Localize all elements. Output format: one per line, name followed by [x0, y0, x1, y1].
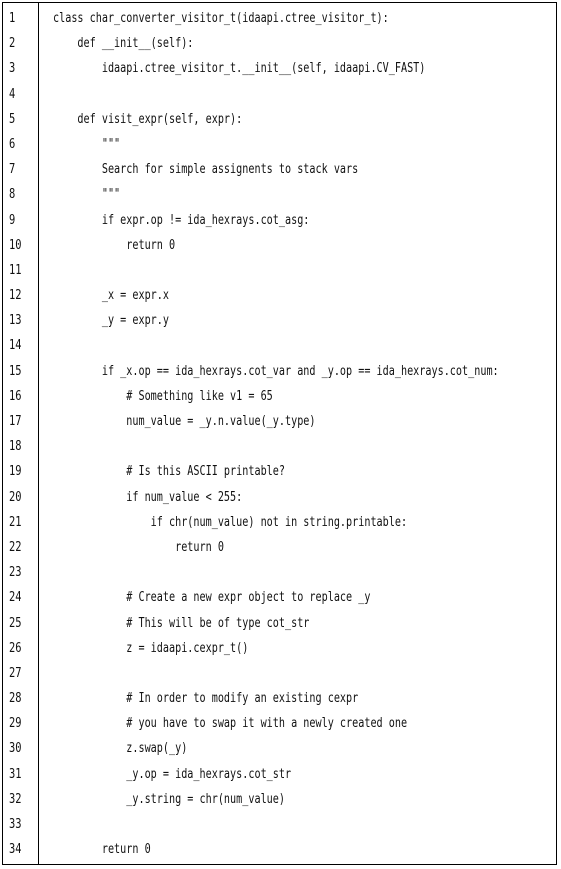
code-line — [3, 308, 556, 333]
code-line — [3, 333, 556, 358]
line-number: 6 — [9, 136, 16, 152]
line-code: _y = expr.y — [53, 313, 170, 329]
line-number: 29 — [9, 716, 22, 732]
code-line — [3, 258, 556, 283]
line-number: 3 — [9, 61, 16, 77]
code-line — [3, 787, 556, 812]
line-number: 19 — [9, 464, 22, 480]
line-number: 30 — [9, 741, 22, 757]
line-code: def visit_expr(self, expr): — [53, 111, 243, 127]
code-line — [3, 686, 556, 711]
line-number: 9 — [9, 212, 16, 228]
line-number: 10 — [9, 237, 22, 253]
code-line — [3, 560, 556, 585]
line-code: # Is this ASCII printable? — [53, 464, 285, 480]
line-number: 28 — [9, 691, 22, 707]
line-code: return 0 — [53, 842, 151, 858]
line-code: def __init__(self): — [53, 36, 194, 52]
line-number: 33 — [9, 817, 22, 832]
code-line — [3, 636, 556, 661]
line-code: # you have to swap it with a newly created one — [53, 716, 408, 732]
code-listing — [2, 2, 557, 865]
line-number: 7 — [9, 162, 16, 178]
code-line — [3, 585, 556, 610]
code-line — [3, 762, 556, 787]
line-code: num_value = _y.n.value(_y.type) — [53, 414, 316, 429]
line-number: 25 — [9, 615, 22, 631]
code-lines — [3, 6, 556, 862]
code-line — [3, 31, 556, 56]
code-line — [3, 812, 556, 837]
line-number: 15 — [9, 363, 22, 379]
code-line — [3, 510, 556, 535]
code-line — [3, 711, 556, 736]
line-number: 31 — [9, 766, 22, 782]
line-number: 2 — [9, 36, 16, 52]
line-number: 23 — [9, 565, 22, 581]
code-line — [3, 409, 556, 434]
line-code: z = idaapi.cexpr_t() — [53, 640, 249, 656]
code-line — [3, 837, 556, 862]
code-line — [3, 157, 556, 182]
code-line — [3, 107, 556, 132]
code-line — [3, 233, 556, 258]
line-number: 5 — [9, 111, 16, 127]
line-number: 26 — [9, 640, 22, 656]
code-line — [3, 459, 556, 484]
line-code: return 0 — [53, 237, 176, 253]
line-code: if num_value < 255: — [53, 489, 243, 505]
code-line — [3, 182, 556, 207]
line-number: 22 — [9, 539, 22, 555]
line-number: 14 — [9, 338, 22, 354]
line-code: z.swap(_y) — [53, 741, 188, 757]
line-code: """ — [53, 136, 121, 152]
line-code: # Something like v1 = 65 — [53, 388, 273, 404]
line-code: # This will be of type cot_str — [53, 615, 310, 631]
code-line — [3, 283, 556, 308]
code-line — [3, 535, 556, 560]
line-code: _x = expr.x — [53, 288, 170, 304]
line-number: 4 — [9, 86, 16, 102]
code-line — [3, 359, 556, 384]
line-number: 18 — [9, 439, 22, 455]
code-line — [3, 736, 556, 761]
code-line — [3, 434, 556, 459]
line-number: 21 — [9, 514, 22, 530]
line-number: 16 — [9, 388, 22, 404]
code-line — [3, 485, 556, 510]
code-line — [3, 56, 556, 81]
line-code: if _x.op == ida_hexrays.cot_var and _y.op == ida_hexrays.cot_num: — [53, 363, 499, 379]
line-code: _y.string = chr(num_value) — [53, 791, 285, 807]
line-code: if chr(num_value) not in string.printable: — [53, 514, 408, 530]
line-number: 34 — [9, 842, 22, 858]
line-code: class char_converter_visitor_t(idaapi.ctree_visitor_t): — [53, 11, 389, 26]
code-line — [3, 208, 556, 233]
line-number: 20 — [9, 489, 22, 505]
line-code: idaapi.ctree_visitor_t.__init__(self, idaapi.CV_FAST) — [53, 61, 426, 77]
line-code: """ — [53, 187, 121, 203]
line-number: 27 — [9, 665, 22, 681]
line-number: 13 — [9, 313, 22, 329]
line-code: # Create a new expr object to replace _y — [53, 590, 371, 606]
line-code: return 0 — [53, 539, 224, 555]
code-line — [3, 82, 556, 107]
line-number: 1 — [9, 11, 16, 26]
code-line — [3, 661, 556, 686]
code-line — [3, 611, 556, 636]
line-code: _y.op = ida_hexrays.cot_str — [53, 766, 292, 782]
line-number: 24 — [9, 590, 22, 606]
line-number: 17 — [9, 414, 22, 429]
line-number: 11 — [9, 262, 22, 278]
line-number: 32 — [9, 791, 22, 807]
line-code: if expr.op != ida_hexrays.cot_asg: — [53, 212, 310, 228]
line-number: 8 — [9, 187, 16, 203]
line-code: Search for simple assignents to stack vars — [53, 162, 359, 178]
code-line — [3, 6, 556, 31]
code-line — [3, 384, 556, 409]
line-number: 12 — [9, 288, 22, 304]
line-code: # In order to modify an existing cexpr — [53, 691, 359, 707]
code-line — [3, 132, 556, 157]
